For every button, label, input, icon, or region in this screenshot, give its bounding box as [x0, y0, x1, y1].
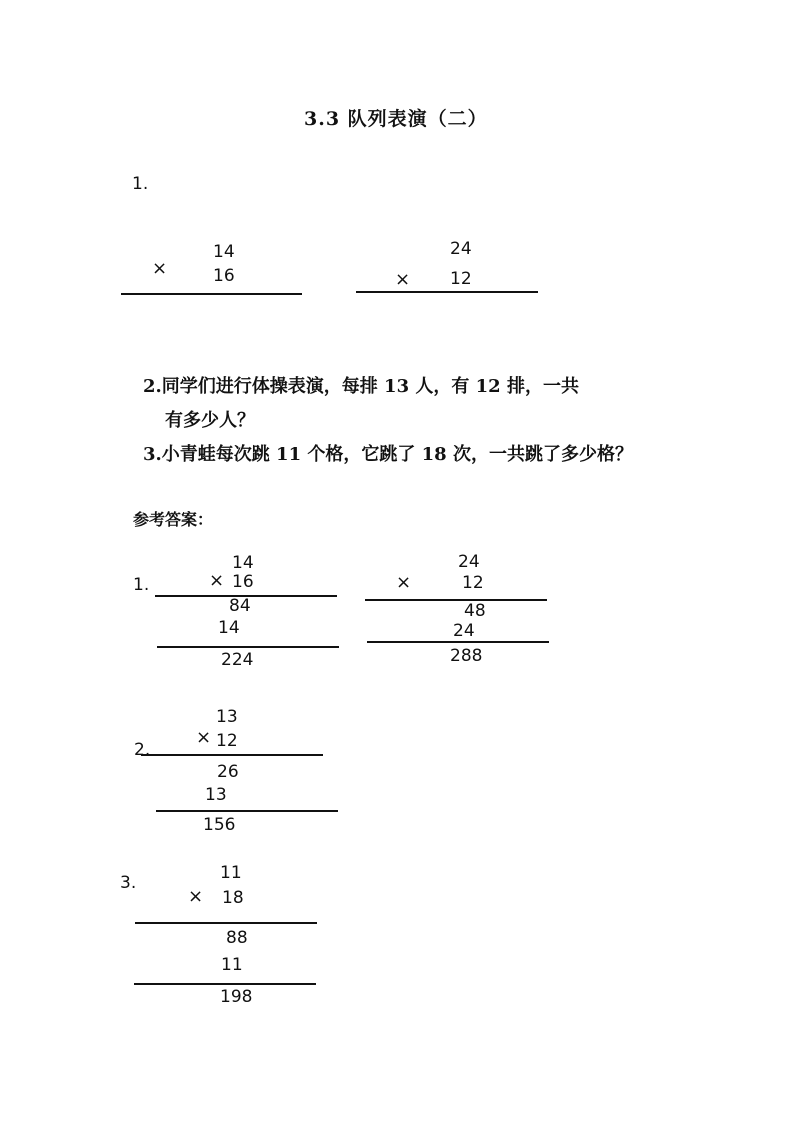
multiplicand: 14: [232, 553, 254, 573]
partial-product-2: 11: [221, 955, 243, 975]
multiplier: 16: [232, 572, 254, 592]
answer-line: [356, 291, 538, 293]
multiplicand: 24: [450, 239, 472, 259]
answer-line: [121, 293, 302, 295]
answer-2-label: 2.: [134, 740, 151, 760]
question-1-label: 1.: [132, 174, 149, 194]
multiplier: 12: [216, 731, 238, 751]
multiplier: 18: [222, 888, 244, 908]
multiply-sign: ×: [196, 727, 212, 748]
partial-product-2: 14: [218, 618, 240, 638]
partial-product-2: 24: [453, 621, 475, 641]
multiplicand: 24: [458, 552, 480, 572]
result: 156: [203, 815, 236, 835]
partial-product-1: 48: [464, 601, 486, 621]
result: 198: [220, 987, 253, 1007]
answer-1-label: 1.: [133, 575, 150, 595]
answer-3-label: 3.: [120, 873, 137, 893]
page-title: 3.3 队列表演（二）: [304, 108, 488, 130]
line: [134, 983, 316, 985]
partial-product-1: 84: [229, 596, 251, 616]
question-2-text-line-1: 2.同学们进行体操表演，每排 13 人，有 12 排，一共: [143, 376, 579, 397]
multiplier: 12: [450, 269, 472, 289]
multiplicand: 14: [213, 242, 235, 262]
result: 288: [450, 646, 483, 666]
partial-product-1: 88: [226, 928, 248, 948]
line: [365, 599, 547, 601]
multiply-sign: ×: [396, 572, 412, 593]
partial-product-2: 13: [205, 785, 227, 805]
multiplicand: 11: [220, 863, 242, 883]
line: [141, 754, 323, 756]
multiply-sign: ×: [152, 258, 168, 279]
line: [156, 810, 338, 812]
line: [367, 641, 549, 643]
answers-heading: 参考答案：: [133, 510, 214, 529]
partial-product-1: 26: [217, 762, 239, 782]
line: [157, 646, 339, 648]
multiplicand: 13: [216, 707, 238, 727]
line: [135, 922, 317, 924]
multiplier: 16: [213, 266, 235, 286]
multiply-sign: ×: [395, 269, 411, 290]
question-3-text: 3.小青蛙每次跳 11 个格，它跳了 18 次，一共跳了多少格？: [143, 444, 633, 465]
result: 224: [221, 650, 254, 670]
multiply-sign: ×: [188, 886, 204, 907]
question-2-text-line-2: 有多少人？: [165, 410, 255, 431]
multiply-sign: ×: [209, 570, 225, 591]
multiplier: 12: [462, 573, 484, 593]
